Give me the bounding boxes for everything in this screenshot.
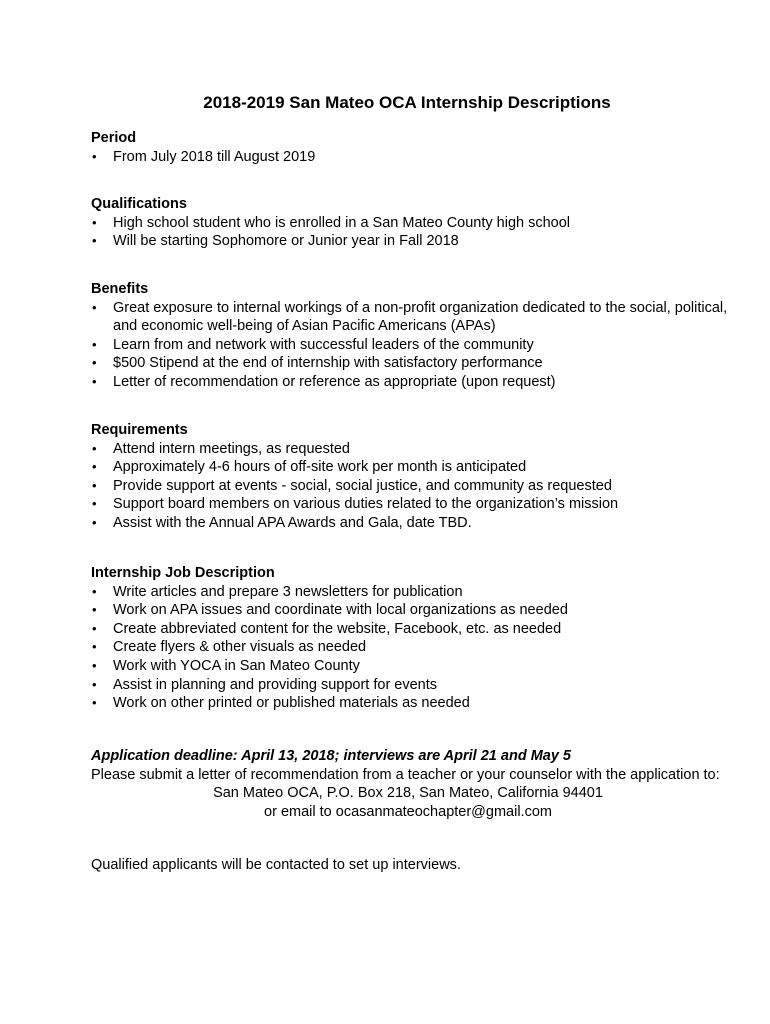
- list-item: • Work on APA issues and coordinate with local organizations as needed: [92, 602, 568, 619]
- list-item: • Write articles and prepare 3 newsletters for publication: [92, 583, 463, 600]
- section-heading-qualifications: Qualifications: [91, 196, 187, 212]
- bullet-icon: •: [92, 639, 97, 655]
- bullet-icon: •: [92, 440, 97, 456]
- list-item: • Approximately 4-6 hours of off-site work per month is anticipated: [92, 459, 527, 476]
- bullet-icon: •: [92, 583, 97, 599]
- application-instructions: Please submit a letter of recommendation from a teacher or your counselor with the application to:: [91, 766, 720, 783]
- bullet-icon: •: [92, 676, 97, 692]
- list-item: • From July 2018 till August 2019: [92, 148, 316, 165]
- list-item: • Attend intern meetings, as requested: [92, 440, 350, 457]
- list-item: • Work with YOCA in San Mateo County: [92, 657, 360, 674]
- section-qualifications: [91, 195, 741, 251]
- benefits-list: [91, 299, 741, 392]
- email-line: or email to ocasanmateochapter@gmail.com: [264, 803, 552, 820]
- bullet-icon: •: [92, 233, 97, 249]
- section-heading-benefits: Benefits: [91, 281, 149, 297]
- bullet-icon: •: [92, 355, 97, 371]
- qualifications-list: [91, 214, 741, 251]
- bullet-icon: •: [92, 336, 97, 352]
- section-internship-job-description: [91, 564, 741, 713]
- list-item: • Provide support at events - social, social justice, and community as requested: [92, 477, 612, 494]
- list-item: • Assist in planning and providing support for events: [92, 676, 438, 693]
- bullet-icon: •: [92, 695, 97, 711]
- list-item: • High school student who is enrolled in a San Mateo County high school: [92, 214, 571, 231]
- list-item: • Create flyers & other visuals as needed: [92, 639, 367, 656]
- bullet-icon: •: [92, 459, 97, 475]
- closing-note: Qualified applicants will be contacted to set up interviews.: [91, 857, 461, 873]
- section-period: [91, 129, 741, 166]
- bullet-icon: •: [92, 148, 97, 164]
- requirements-list: [91, 440, 741, 533]
- application-deadline: Application deadline: April 13, 2018; interviews are April 21 and May 5: [91, 748, 572, 764]
- section-requirements: [91, 421, 741, 533]
- list-item: • Create abbreviated content for the website, Facebook, etc. as needed: [92, 620, 562, 637]
- section-application: [91, 747, 751, 821]
- bullet-icon: •: [92, 657, 97, 673]
- bullet-icon: •: [92, 477, 97, 493]
- list-item: • Will be starting Sophomore or Junior year in Fall 2018: [92, 233, 459, 250]
- list-item: • $500 Stipend at the end of internship with satisfactory performance: [92, 355, 543, 372]
- job-description-list: [91, 583, 741, 713]
- bullet-icon: •: [92, 496, 97, 512]
- list-item: • Learn from and network with successful leaders of the community: [92, 336, 534, 353]
- list-item: • Work on other printed or published materials as needed: [92, 695, 470, 712]
- bullet-icon: •: [92, 299, 97, 315]
- document-title: 2018-2019 San Mateo OCA Internship Descriptions: [203, 93, 611, 112]
- bullet-icon: •: [92, 514, 97, 530]
- list-item: • Letter of recommendation or reference as appropriate (upon request): [92, 373, 556, 390]
- bullet-icon: •: [92, 373, 97, 389]
- list-item: • Great exposure to internal workings of a non-profit organization dedicated to the social, political, and economic well-being of Asian Pacific Americans (APAs): [92, 299, 728, 335]
- bullet-icon: •: [92, 620, 97, 636]
- list-item: • Support board members on various duties related to the organization’s mission: [92, 496, 619, 513]
- section-heading-requirements: Requirements: [91, 422, 188, 438]
- section-heading-period: Period: [91, 130, 137, 146]
- bullet-icon: •: [92, 214, 97, 230]
- bullet-icon: •: [92, 602, 97, 618]
- period-list: [91, 148, 741, 167]
- section-benefits: [91, 280, 741, 392]
- mailing-address: San Mateo OCA, P.O. Box 218, San Mateo, California 94401: [213, 785, 603, 802]
- list-item: • Assist with the Annual APA Awards and Gala, date TBD.: [92, 514, 472, 531]
- section-heading-job-description: Internship Job Description: [91, 565, 275, 581]
